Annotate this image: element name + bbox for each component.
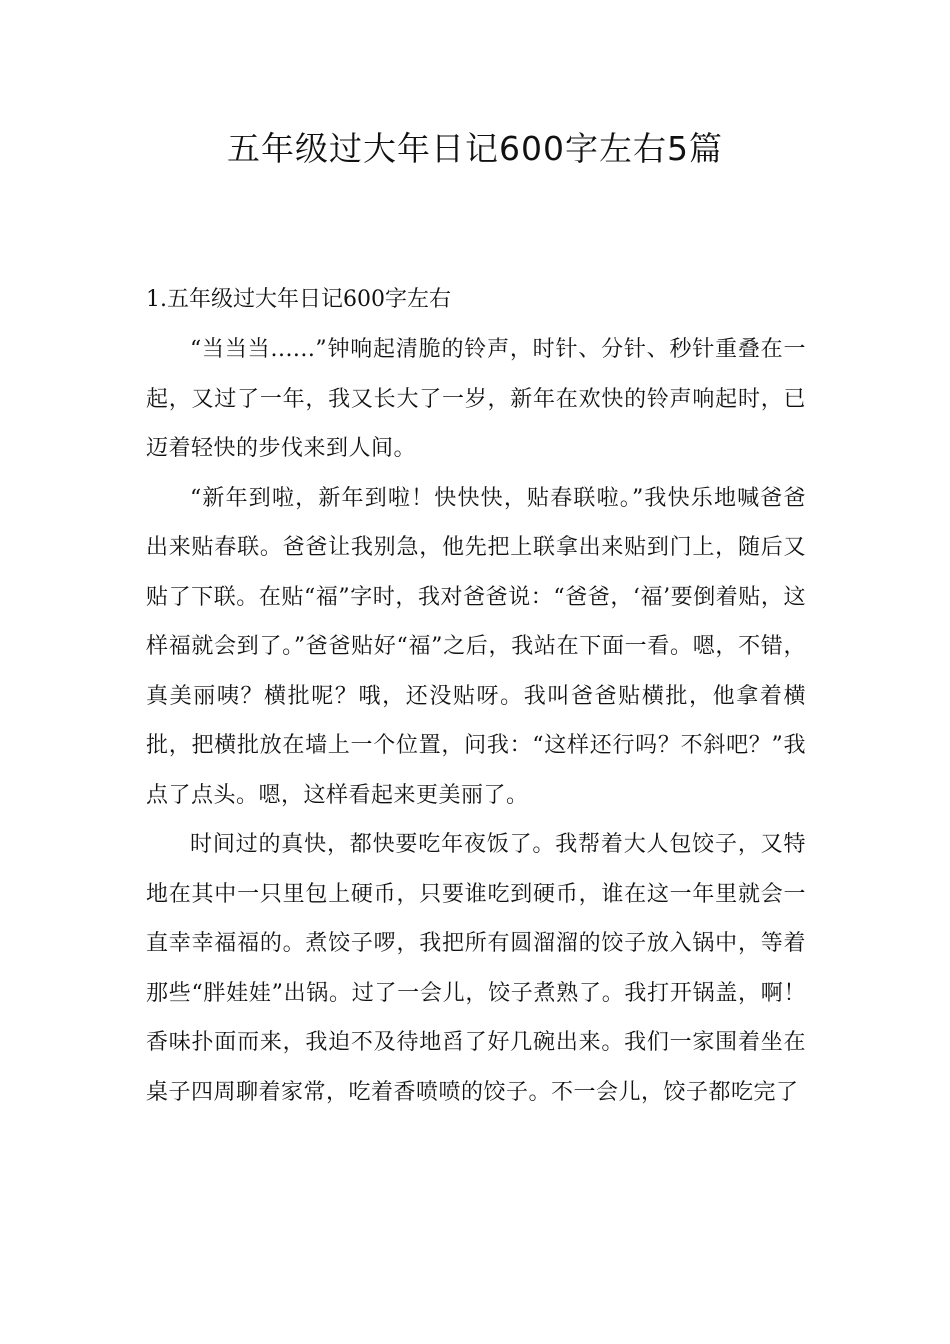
document-body	[146, 275, 806, 1117]
document-title: 五年级过大年日记600字左右5篇	[227, 129, 723, 168]
paragraph: “新年到啦，新年到啦！快快快，贴春联啦。”我快乐地喊爸爸出来贴春联。爸爸让我别急，他先把上联拿出来贴到门上，随后又贴了下联。在贴“福”字时，我对爸爸说：“爸爸，‘福’要倒着贴，这样福就会到了。”爸爸贴好“福”之后，我站在下面一看。嗯，不错，真美丽咦？横批呢？哦，还没贴呀。我叫爸爸贴横批，他拿着横批，把横批放在墙上一个位置，问我：“这样还行吗？不斜吧？”我点了点头。嗯，这样看起来更美丽了。	[146, 485, 806, 808]
section-heading: 1.五年级过大年日记600字左右	[146, 287, 451, 312]
paragraph: 时间过的真快，都快要吃年夜饭了。我帮着大人包饺子，又特地在其中一只里包上硬币，只要谁吃到硬币，谁在这一年里就会一直幸幸福福的。煮饺子啰，我把所有圆溜溜的饺子放入锅中，等着那些“胖娃娃”出锅。过了一会儿，饺子煮熟了。我打开锅盖，啊！香味扑面而来，我迫不及待地舀了好几碗出来。我们一家围着坐在桌子四周聊着家常，吃着香喷喷的饺子。不一会儿，饺子都吃完了	[146, 832, 806, 1105]
paragraph: “当当当......”钟响起清脆的铃声，时针、分针、秒针重叠在一起，又过了一年，我又长大了一岁，新年在欢快的铃声响起时，已迈着轻快的步伐来到人间。	[146, 337, 806, 461]
